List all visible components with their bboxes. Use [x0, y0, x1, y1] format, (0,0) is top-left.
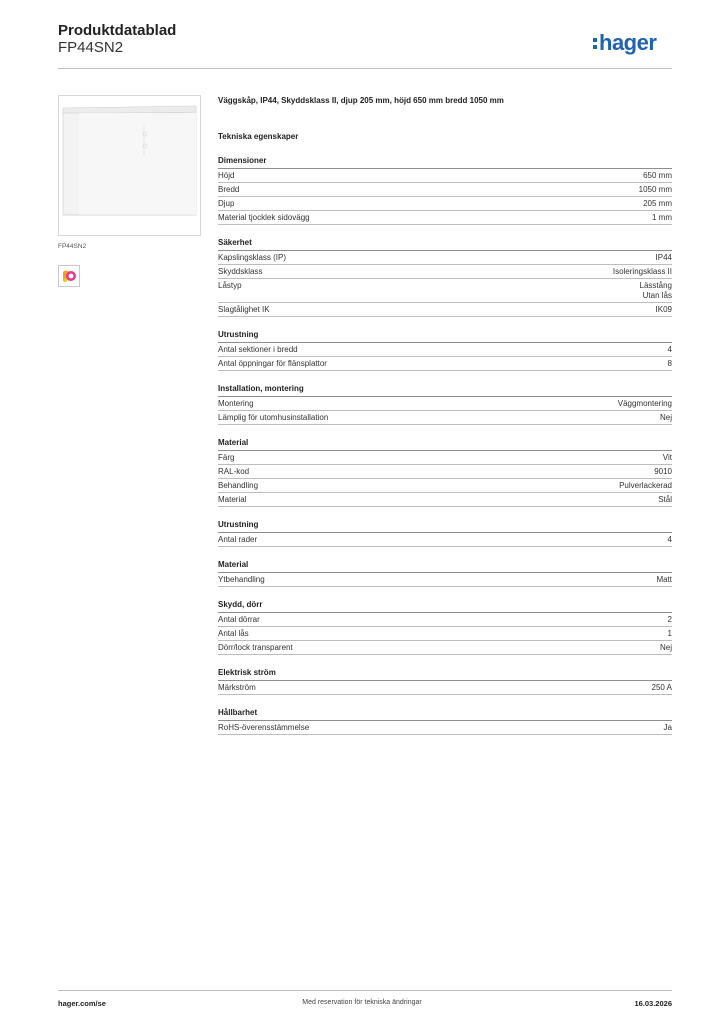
spec-section	[218, 438, 672, 507]
spec-section	[218, 156, 672, 225]
spec-row	[218, 681, 672, 695]
spec-label: Märkström	[218, 683, 256, 692]
section-title: Säkerhet	[218, 238, 672, 251]
page-title: Produktdatablad	[58, 22, 177, 39]
spec-value: Matt	[656, 575, 672, 584]
spec-value: 250 A	[651, 683, 672, 692]
product-description: Väggskåp, IP44, Skyddsklass II, djup 205 mm, höjd 650 mm bredd 1050 mm	[218, 96, 504, 105]
section-title: Material	[218, 560, 672, 573]
spec-label: Ytbehandling	[218, 575, 265, 584]
spec-section	[218, 330, 672, 371]
spec-section	[218, 560, 672, 587]
section-title: Utrustning	[218, 520, 672, 533]
spec-row	[218, 343, 672, 357]
spec-label: Antal lås	[218, 629, 249, 638]
spec-value-line: Utan lås	[642, 291, 672, 300]
spec-row	[218, 451, 672, 465]
spec-label: Antal sektioner i bredd	[218, 345, 298, 354]
spec-value: 1 mm	[652, 213, 672, 222]
spec-label: Antal rader	[218, 535, 258, 544]
spec-label: Behandling	[218, 481, 259, 490]
spec-label: Kapslingsklass (IP)	[218, 253, 287, 262]
spec-row	[218, 613, 672, 627]
spec-label: Slagtålighet IK	[218, 305, 270, 314]
spec-value: 4	[667, 535, 672, 544]
spec-section	[218, 520, 672, 547]
spec-value: 205 mm	[643, 199, 672, 208]
spec-value: Isoleringsklass II	[612, 267, 672, 276]
spec-label: Färg	[218, 453, 235, 462]
spec-row	[218, 641, 672, 655]
spec-row	[218, 573, 672, 587]
spec-value: Nej	[659, 413, 672, 422]
spec-value: Pulverlackerad	[619, 481, 672, 490]
spec-row	[218, 183, 672, 197]
spec-label: RoHS-överensstämmelse	[218, 723, 310, 732]
image-caption: FP44SN2	[58, 243, 87, 250]
section-title: Material	[218, 438, 672, 451]
spec-section	[218, 668, 672, 695]
spec-value: 4	[667, 345, 672, 354]
section-title: Skydd, dörr	[218, 600, 672, 613]
spec-label: Material tjocklek sidovägg	[218, 213, 310, 222]
section-title: Dimensioner	[218, 156, 672, 169]
spec-label: Lämplig för utomhusinstallation	[218, 413, 329, 422]
spec-sections	[218, 156, 672, 735]
spec-value	[640, 281, 672, 301]
spec-label: Höjd	[218, 171, 235, 180]
footer-date: 16.03.2026	[634, 999, 672, 1008]
spec-label: Dörr/lock transparent	[218, 643, 293, 652]
spec-label: Skyddsklass	[218, 267, 263, 276]
spec-row	[218, 493, 672, 507]
spec-row	[218, 479, 672, 493]
technical-heading: Tekniska egenskaper	[218, 132, 299, 141]
spec-row	[218, 533, 672, 547]
product-code: FP44SN2	[58, 39, 124, 56]
section-title: Utrustning	[218, 330, 672, 343]
eco-design-icon	[58, 265, 80, 287]
spec-value: IK09	[655, 305, 672, 314]
spec-label: Material	[218, 495, 247, 504]
svg-text:hager: hager	[599, 30, 657, 55]
spec-value: 1050 mm	[638, 185, 672, 194]
spec-row	[218, 169, 672, 183]
spec-value-line: Lässtång	[639, 281, 672, 290]
spec-value: Ja	[663, 723, 672, 732]
section-title: Installation, montering	[218, 384, 672, 397]
spec-label: Antal dörrar	[218, 615, 260, 624]
footer-divider	[58, 990, 672, 991]
spec-section	[218, 600, 672, 655]
spec-row	[218, 265, 672, 279]
spec-label: Montering	[218, 399, 254, 408]
spec-label: Låstyp	[218, 281, 242, 290]
spec-label: Bredd	[218, 185, 240, 194]
spec-row	[218, 251, 672, 265]
footer-website[interactable]: hager.com/se	[58, 999, 106, 1008]
footer-note: Med reservation för tekniska ändringar	[302, 999, 422, 1006]
spec-row	[218, 627, 672, 641]
spec-row	[218, 211, 672, 225]
spec-value: IP44	[655, 253, 672, 262]
spec-section	[218, 384, 672, 425]
section-title: Hållbarhet	[218, 708, 672, 721]
spec-row	[218, 465, 672, 479]
spec-value: 2	[667, 615, 672, 624]
header-divider	[58, 68, 672, 69]
spec-value: 9010	[654, 467, 672, 476]
product-image	[58, 95, 201, 236]
spec-section	[218, 708, 672, 735]
hager-logo	[593, 28, 675, 58]
spec-row	[218, 357, 672, 371]
section-title: Elektrisk ström	[218, 668, 672, 681]
spec-row	[218, 279, 672, 303]
spec-row	[218, 721, 672, 735]
spec-value: Stål	[658, 495, 672, 504]
specifications	[218, 96, 672, 735]
spec-value: 650 mm	[643, 171, 672, 180]
spec-value: 1	[667, 629, 672, 638]
spec-label: Antal öppningar för flänsplattor	[218, 359, 327, 368]
spec-section	[218, 238, 672, 317]
spec-row	[218, 411, 672, 425]
spec-row	[218, 197, 672, 211]
spec-label: RAL-kod	[218, 467, 250, 476]
spec-value: 8	[667, 359, 672, 368]
spec-value: Väggmontering	[617, 399, 672, 408]
spec-value: Nej	[659, 643, 672, 652]
spec-label: Djup	[218, 199, 235, 208]
spec-row	[218, 397, 672, 411]
spec-row	[218, 303, 672, 317]
spec-value: Vit	[662, 453, 672, 462]
